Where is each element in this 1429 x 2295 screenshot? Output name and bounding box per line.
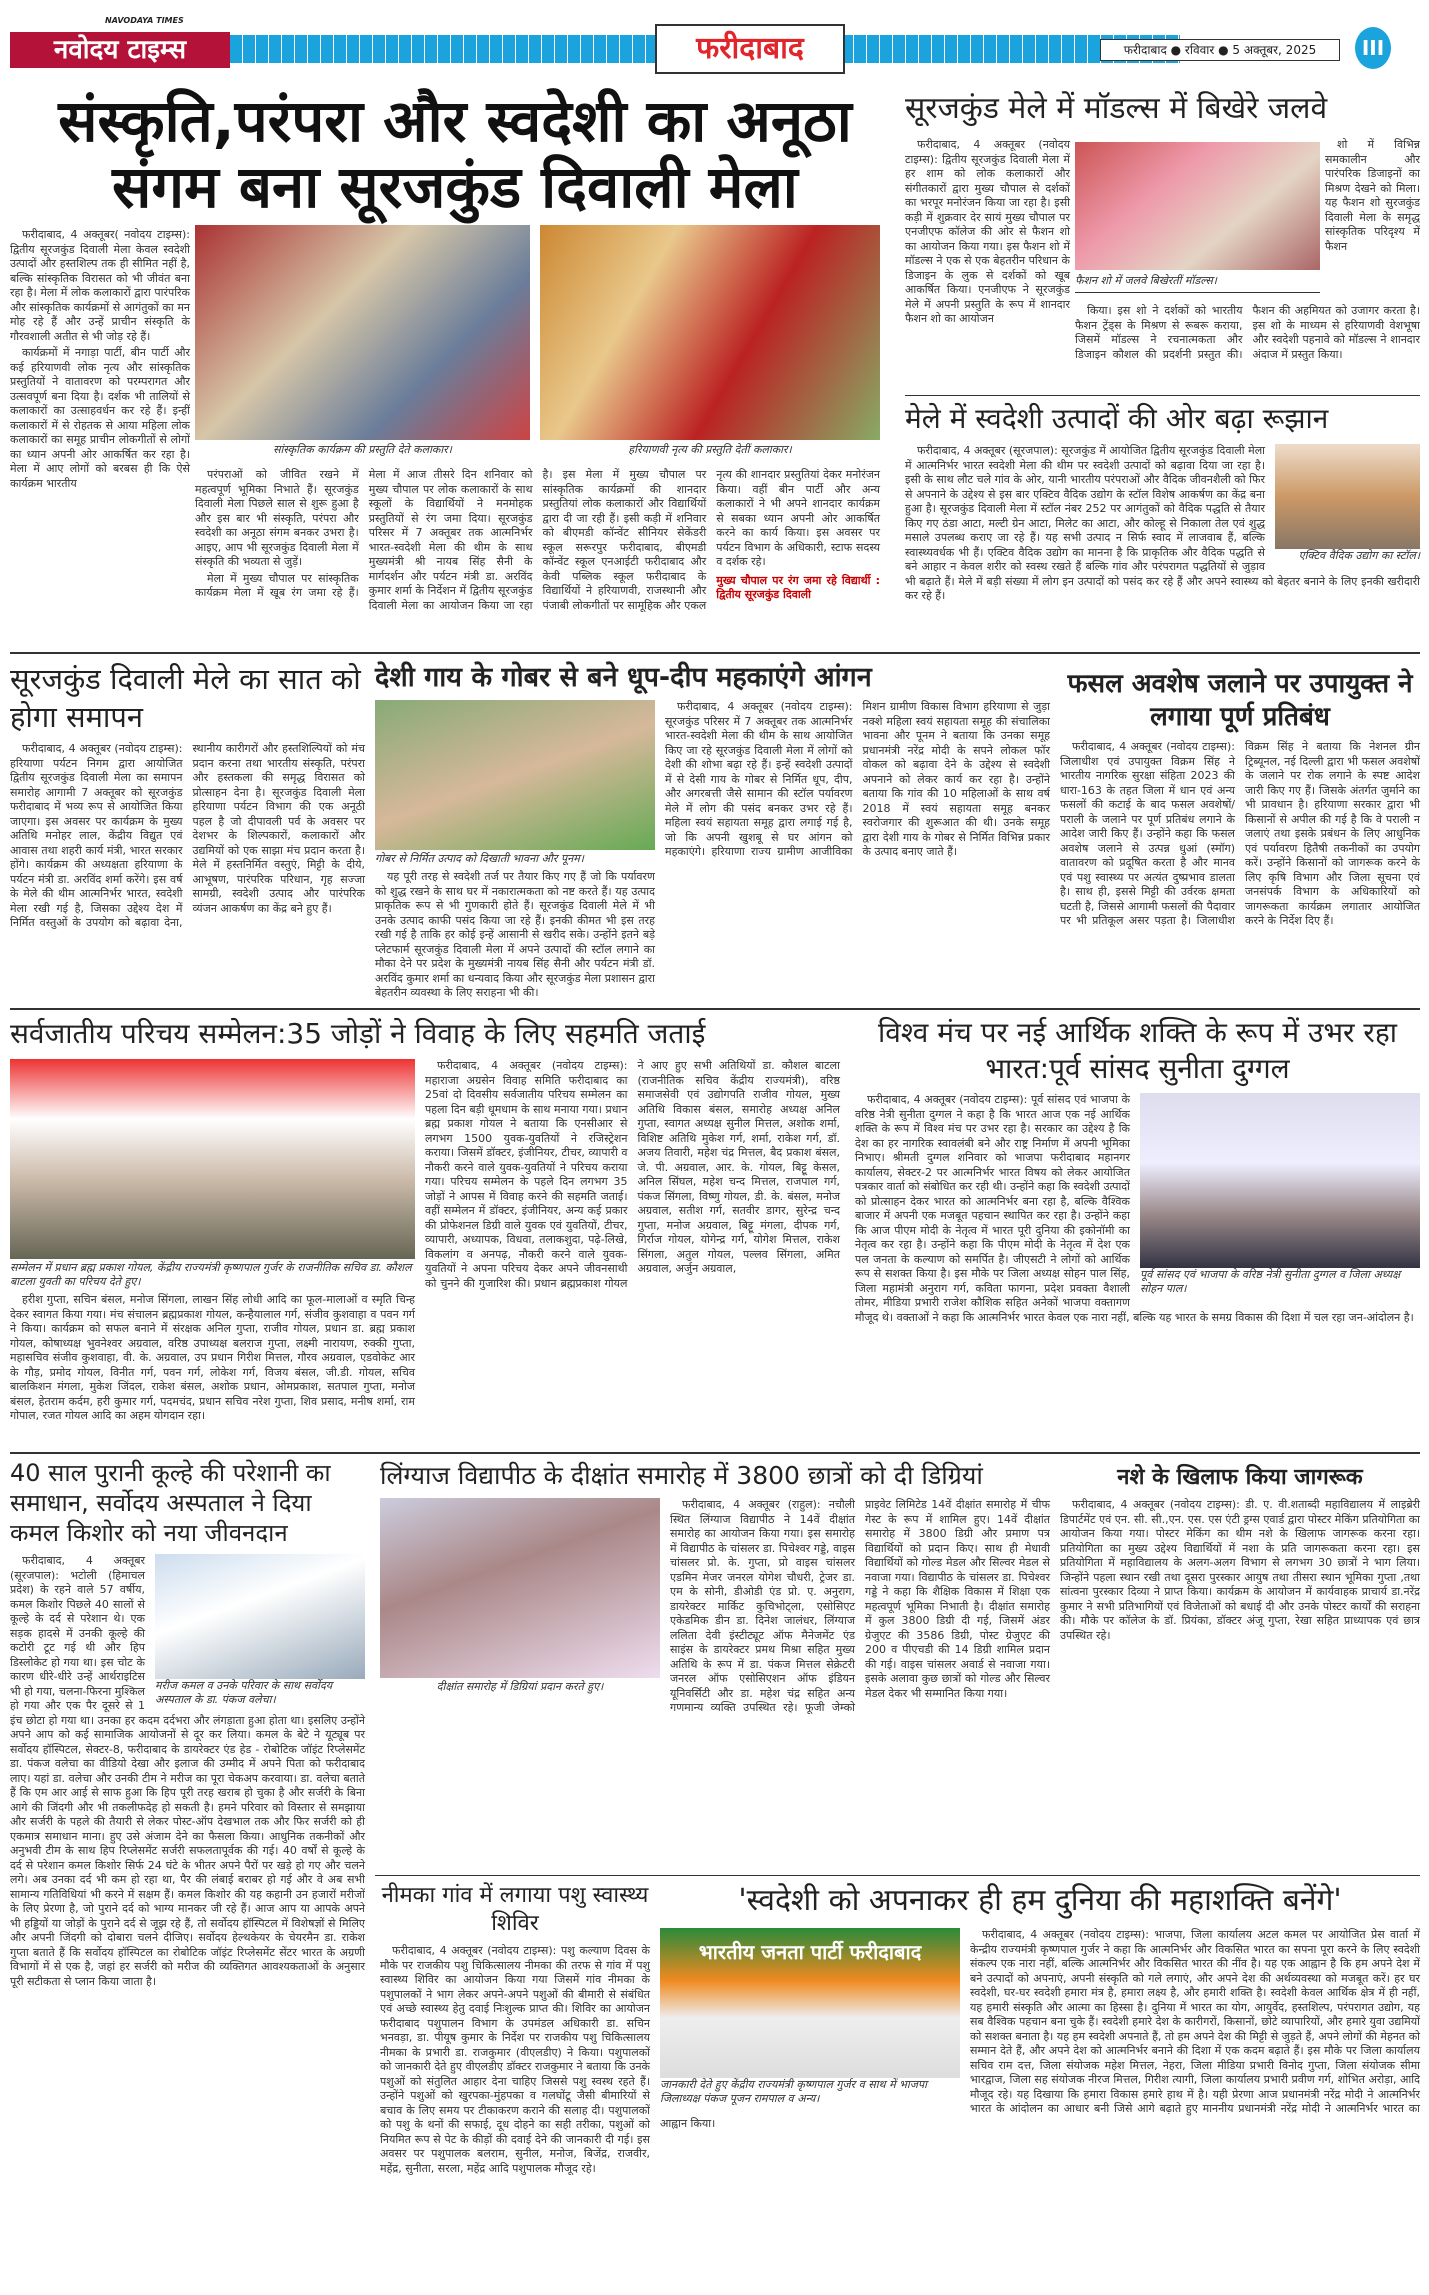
newspaper-logo: नवोदय टाइम्स: [10, 32, 230, 68]
parichay-caption: सम्मेलन में प्रधान ब्रह्म प्रकाश गोयल, केंद्रीय राज्यमंत्री कृष्णपाल गुर्जर के राजनीतिक सचिव डा. कौशल बाटला युवती का परिचय देते हुए।: [10, 1261, 412, 1288]
samapan-headline: सूरजकुंड दिवाली मेले का सात को होगा समापन: [10, 662, 361, 734]
apnakar-headline: 'स्वदेशी को अपनाकर ही हम दुनिया की महाशक्ति बनेंगे': [738, 1883, 1342, 1918]
models-photo: [1075, 142, 1320, 270]
gobar-headline: देशी गाय के गोबर से बने धूप-दीप महकाएंगे आंगन: [375, 662, 872, 693]
divider: [905, 395, 1420, 396]
models-headline: सूरजकुंड मेले में मॉडल्स में बिखेरे जलवे: [905, 91, 1328, 126]
vishwa-photo: [1140, 1093, 1420, 1268]
parichay-body-1: फरीदाबाद, 4 अक्तूबर (नवोदय टाइम्स): महाराजा अग्रसेन विवाह समिति फरीदाबाद का 25वां दो दिवसीय सर्वजातीय परिचय सम्मेलन का पहला दिन बड़ी धूमधाम के साथ मनाया गया। प्रधान ब्रह्म प्रकाश गोयल ने बताया कि एनसीआर से लगभग 1500 युवक-युवतियों ने रजिस्ट्रेशन कराया। जिसमें डॉक्टर, इंजीनियर, टीचर, व्यापारी व नौकरी करने वाले युवक-युवतियों ने परिचय कराया गया। परिचय सम्मेलन के पहले दिन लगभग 35 जोड़ों ने आपस में विवाह करने की सहमति जताई। वहीं सम्मेलन में डॉक्टर, इंजीनियर, अन्य कई प्रकार की प्रोफेशनल डिग्री वाले युवक एवं युवतियों, टीचर, व्यापारी, अध्यापक, विधवा, तलाकशुदा, पढ़े-लिखे, विकलांग व अनपढ़, नौकरी करने वाले युवक-युवतियों ने अपना परिचय देकर अपने जीवनसाथी को चुनने की गुजारिश की। प्रधान ब्रह्मप्रकाश गोयल ने आए हुए सभी अतिथियों डा. कौशल बाटला (राजनीतिक सचिव केंद्रीय राज्यमंत्री), वरिष्ठ समाजसेवी एवं उद्योगपति राजीव गोयल, मुख्य अतिथि विकास बंसल, समारोह अध्यक्ष अनिल गुप्ता, स्वागत अध्यक्ष सुनील मित्तल, अशोक शर्मा, विशिष्ट अतिथि मुकेश गर्ग, शर्मा, राकेश गर्ग, डॉ. अजय तिवारी, महेश चंद्र मित्तल, बैद प्रकाश बंसल, जे. पी. अग्रवाल, आर. के. गोयल, बिट्टू केसल, अनिल सिंघल, महेश चन्द मित्तल, राजपाल गर्ग, पंकज सिंगला, विष्णु गोयल, डी. के. बंसल, मनोज अग्रवाल, सतीश गर्ग, सतवीर डागर, सुरेन्द्र चन्द गुप्ता, मनोज अग्रवाल, बिट्टू मंगला, दीपक गर्ग, गिर्राज गोयल, योगेन्द्र गर्ग, योगेश मित्तल, राकेश सिंगला, अतुल गोयल, पल्लव सिंगला, अमित अग्रवाल, अर्जुन अग्रवाल,: [425, 1059, 840, 1290]
nasha-headline: नशे के खिलाफ किया जागरूक: [1117, 1465, 1363, 1490]
apnakar-figure: [660, 1928, 960, 2106]
city-edition-label: फरीदाबाद: [655, 24, 845, 74]
parichay-left-column: [10, 1059, 415, 1426]
divider: [10, 652, 1420, 654]
lead-body-left: फरीदाबाद, 4 अक्तूबर( नवोदय टाइम्स): द्वितीय सूरजकुंड दिवाली मेला केवल स्वदेशी उत्पादों और हस्तशिल्प तक ही सीमित नहीं है, बल्कि सांस्कृतिक विरासत को भी जीवंत बना रहा है। मेला में लोक कलाकारों द्वारा पारंपरिक और सांस्कृतिक कार्यक्रमों से आगंतुकों का मन मोह रहे हैं और उन्हें प्राचीन संस्कृति के गौरवशाली अतीत से भी जोड़ रहे हैं। कार्यक्रमों में नगाड़ा पार्टी, बीन पार्टी और कई हरियाणवी लोक नृत्य और सांस्कृतिक प्रस्तुतियों ने वातावरण को परम्परागत और उत्सवपूर्ण बना दिया है। दर्शक भी तालियों से कलाकारों का उत्साहवर्धन कर रहे हैं। इन्हीं कलाकारों में से रोहतक से आया महिला लोक कलाकारों का समूह प्राचीन लोकगीतों से लोगों का ध्यान अपनी ओर आकर्षित कर रहा है। मेला में आए लोगों को बरबस ही कि ऐसे कार्यक्रम भारतीय: [10, 228, 190, 490]
lead-photo-2: [540, 225, 880, 440]
bjp-banner-text: भारतीय जनता पार्टी फरीदाबाद: [698, 1940, 922, 1964]
models-caption: फैशन शो में जलवे बिखेरतीं मॉडल्स।: [1075, 274, 1320, 293]
vishwa-body: फरीदाबाद, 4 अक्तूबर (नवोदय टाइम्स): पूर्व सांसद एवं भाजपा के वरिष्ठ नेत्री सुनीता दुग्गल ने कहा है कि भारत आज एक नई आर्थिक शक्ति के रूप में विश्व मंच पर उभर रहा है। सरकार का उद्देश्य है कि देश का हर नागरिक स्वावलंबी बने और राष्ट्र निर्माण में अपनी भूमिका निभाए। श्रीमती दुग्गल शनिवार को भाजपा फरीदाबाद महानगर कार्यालय, सेक्टर-2 पर आत्मनिर्भर भारत विषय को लेकर आयोजित पत्रकार वार्ता को संबोधित कर रही थी। उन्होंने कहा कि स्वदेशी उत्पादों को प्रोत्साहन देकर भारत को आत्मनिर्भर बना रहा है, बल्कि वैश्विक बाजार में अपनी एक मजबूत पहचान स्थापित कर रहा है। उन्होंने कहा कि आज पीएम मोदी के नेतृत्व में भारत पूरी दुनिया की इकोनॉमी का नेतृत्व कर रहा है। उन्होंने कहा कि पीएम मोदी के नेतृत्व में देश एक पल जनता के कल्याण को समर्पित है। जीएसटी ने लोगों को आर्थिक रूप से सशक्त किया है। इस मौके पर जिला अध्यक्ष सोहन पाल सिंह, जिला महामंत्री अनुराग गर्ग, कविता फागना, प्रदेश प्रवक्ता वैशाली तोमर, मीडिया प्रभारी राजेश कौशिक सहित अनेकों भाजपा वक्तागण मौजूद थे। वक्ताओं ने कहा कि आत्मनिर्भर भारत केवल एक नारा नहीं, बल्कि यह भारत के समग्र विकास की दिशा में चल रहा जन-आंदोलन है।: [855, 1093, 1414, 1324]
samapan-story: [10, 660, 365, 931]
models-body-left: फरीदाबाद, 4 अक्तूबर (नवोदय टाइम्स): द्वितीय सूरजकुंड दिवाली मेला में हर शाम को लोक कलाकारों और संगीतकारों द्वारा मुख्य चौपाल से दर्शकों का भरपूर मनोरंजन किया जा रहा है। इसी कड़ी में शुक्रवार देर सायं मुख्य चौपाल पर एनजीएफ कॉलेज की ओर से फैशन शो का आयोजन किया गया। इस फैशन शो में मॉडल्स ने एक से एक बेहतरीन परिधान के डिजाइन के लुक से दर्शकों को खूब आकर्षित किया। एनजीएफ ने सूरजकुंड मेले में अपनी प्रस्तुति के रूप में शानदार फैशन शो का आयोजन: [905, 138, 1070, 325]
apnakar-body: फरीदाबाद, 4 अक्तूबर (नवोदय टाइम्स): भाजपा, जिला कार्यालय अटल कमल पर आयोजित प्रेस वार्ता में केन्द्रीय राज्यमंत्री कृष्णपाल गुर्जर ने कहा कि आत्मनिर्भर और विकसित भारत का सपना पूरा करने के लिए स्वदेशी संकल्प एक नारा नहीं, बल्कि आत्मनिर्भर और विकसित भारत की नींव है। यह एक आह्वान है कि हम अपने देश में बने उत्पादों को अपनाएं, अपनी संस्कृति को गले लगाएं, और अपने देश की अर्थव्यवस्था को मजबूत करें। हर घर स्वदेशी, घर-घर स्वदेशी हमारा मंत्र है, हमारा लक्ष्य है, और हमारी शक्ति है। स्वदेशी केवल आर्थिक क्षेत्र में ही नहीं, यह हमारी संस्कृति और आत्मा का हिस्सा है। दुनिया में भारत का योग, आयुर्वेद, हस्तशिल्प, परंपरागत उद्योग, यह सब वैश्विक पहचान बना चुके हैं। स्वदेशी हमारे देश के कारीगरों, किसानों, छोटे व्यापारियों, और हमारे युवा उद्यमियों को सशक्त बनाता है। यह हम स्वदेशी अपनाते हैं, तो हम अपने देश की मिट्टी से जुड़ते हैं, अपने लोगों की मेहनत को सम्मान देते हैं, और अपने देश को आत्मनिर्भर बनाने की दिशा में एक कदम बढ़ाते हैं। इस मौके पर जिला कार्यालय सचिव राम दत्त, जिला संयोजक महेश मित्तल, नेहरा, जिला मीडिया प्रभारी विनोद गुप्ता, जिला संयोजक सीमा भारद्वाज, जिला सह संयोजक नीरज मित्तल, गिरीश त्यागी, जिला कार्यालय प्रभारी प्रवीण गर्ग, शोभित अरोड़ा, आदि मौजूद रहे। यह दिखाया कि हमारा विकास हमारे हाथ में है। यही प्रेरणा आज प्रधानमंत्री नरेंद्र मोदी ने आत्मनिर्भर भारत के आंदोलन का आधार बनी जिसे आगे बढ़ाते हुए माननीय प्रधानमंत्री नरेंद्र मोदी ने आत्मनिर्भर भारत का आह्वान किया।: [660, 1928, 1420, 2130]
nasha-story: [1060, 1462, 1420, 1645]
lingaya-photo: [380, 1498, 660, 1678]
nimka-headline: नीमका गांव में लगाया पशु स्वास्थ्य शिविर: [381, 1883, 649, 1936]
samapan-body: फरीदाबाद, 4 अक्तूबर (नवोदय टाइम्स): हरियाणा पर्यटन निगम द्वारा आयोजित द्वितीय सूरजकुंड दिवाली मेला का समापन समारोह आगामी 7 अक्तूबर को सूरजकुंड फरीदाबाद में भव्य रूप से आयोजित किया जाएगा। इस अवसर पर कार्यक्रम के मुख्य अतिथि मनोहर लाल, केंद्रीय विद्युत एवं आवास तथा शहरी कार्य मंत्री, भारत सरकार होंगे। कार्यक्रम की अध्यक्षता हरियाणा के पर्यटन मंत्री डा. अरविंद शर्मा करेंगे। इस वर्ष के मेले की थीम आत्मनिर्भर भारत, स्वदेशी मेला रखी गई है, जिसका उद्देश्य देश में निर्मित वस्तुओं के उपयोग को बढ़ावा देना, स्थानीय कारीगरों और हस्तशिल्पियों को मंच प्रदान करना तथा भारतीय संस्कृति, परंपरा और हस्तकला की समृद्ध विरासत को प्रोत्साहन देना है। सूरजकुंड दिवाली मेला हरियाणा पर्यटन विभाग की एक अनूठी पहल है जो दीपावली पर्व के अवसर पर देशभर के शिल्पकारों, कलाकारों और उद्यमियों को एक साझा मंच प्रदान करता है। मेले में हस्तनिर्मित वस्तुएं, मिट्टी के दीये, आभूषण, पारंपरिक परिधान, गृह सज्जा सामग्री, स्वदेशी उत्पाद और पारंपरिक व्यंजन आकर्षण का केंद्र बने हुए हैं।: [10, 742, 365, 929]
lead-subhead: मुख्य चौपाल पर रंग जमा रहे विद्यार्थी : द्वितीय सूरजकुंड दिवाली: [716, 573, 880, 601]
nimka-body: फरीदाबाद, 4 अक्तूबर (नवोदय टाइम्स): पशु कल्याण दिवस के मौके पर राजकीय पशु चिकित्सालय नीमका की तरफ से गांव में पशु स्वास्थ्य शिविर का आयोजन किया गया जिसमें गांव नीमका के पशुपालकों ने भाग लेकर अपने-अपने पशुओं की बीमारी से संबंधित एवं अच्छे स्वास्थ्य हेतु दवाई निःशुल्क प्राप्त की। शिविर का आयोजन फरीदाबाद पशुपालन विभाग के उपमंडल अधिकारी डा. सचिन भनवड़ा, डा. पीयूष कुमार के निर्देश पर राजकीय पशु चिकित्सालय नीमका के प्रभारी डा. राजकुमार (वीएलडीए) ने किया। पशुपालकों को जानकारी देते हुए वीएलडीए डॉक्टर राजकुमार ने बताया कि उनके पशुओं को संतुलित आहार देना चाहिए जिससे पशु स्वस्थ रहते हैं। उन्होंने पशुओं को खुरपका-मुंहपका व गलघोंटू जैसी बीमारियों से बचाव के लिए समय पर टीकाकरण कराने की सलाह दी। पशुपालकों को पशु के थनों की सफाई, दूध दोहने का सही तरीका, पशुओं को नियमित रूप से पेट के कीड़ों की दवाई देने की जानकारी दी गई। इस अवसर पर पशुपालक बलराम, सुनील, मनोज, बिजेंद्र, राजवीर, महेंद्र, सुनीता, सरला, महेंद्र आदि पशुपालक मौजूद रहे।: [380, 1944, 650, 2175]
lead-headline: संस्कृति,परंपरा और स्वदेशी का अनूठा संगम बना सूरजकुंड दिवाली मेला: [58, 87, 852, 221]
lead-caption-2: हरियाणवी नृत्य की प्रस्तुति देतीं कलाकार।: [628, 443, 792, 456]
gobar-body-2: यह पूरी तरह से स्वदेशी तर्ज पर तैयार किए गए हैं जो कि पर्यावरण को शुद्ध रखने के साथ घर में नकारात्मकता को नष्ट करते हैं। यह उत्पाद प्राकृतिक रूप से भी गुणकारी होते हैं। सूरजकुंड दिवाली मेले में भी उनके उत्पाद काफी पसंद किया जा रहे हैं। इनकी कीमत भी इस तरह रखी गई है ताकि हर कोई इन्हें आसानी से खरीद सके। उन्होंने इतने बड़े प्लेटफार्म सूरजकुंड दिवाली मेला में अपने उत्पादों की स्टॉल लगाने का मौका देने पर प्रदेश के मुख्यमंत्री नायब सिंह सैनी और पर्यटन मंत्री डॉ. अरविंद कुमार शर्मा का धन्यवाद किया और सूरजकुंड मेला प्रशासन द्वारा बेहतरीन व्यवस्था के लिए सराहना भी की।: [375, 870, 655, 999]
lead-figure-2: [540, 225, 880, 457]
vishwa-story: [855, 1015, 1420, 1327]
lead-caption-1: सांस्कृतिक कार्यक्रम की प्रस्तुति देते कलाकार।: [273, 443, 452, 456]
swadeshi-story: [905, 400, 1420, 606]
kidney-body: फरीदाबाद, 4 अक्तूबर (सूरजपाल): भटोली (हिमाचल प्रदेश) के रहने वाले 57 वर्षीय, कमल किशोर पिछले 40 सालों से कूल्हे के दर्द से परेशान थे। एक सड़क हादसे में उनकी कूल्हे की कटोरी टूट गई थी और हिप डिस्लोकेट हो गया था। इस चोट के कारण धीरे-धीरे उन्हें आर्थराइटिस भी हो गया, चलना-फिरना मुश्किल हो गया और एक पैर दूसरे से 1 इंच छोटा हो गया था। उनका हर कदम दर्दभरा और लंगड़ाता हुआ होता था। इसलिए उन्होंने अपने आप को कई सामाजिक आयोजनों से दूर कर लिया। कमल के बेटे ने यूट्यूब पर सर्वोदय हॉस्पिटल, सेक्टर-8, फरीदाबाद के डायरेक्टर एंड हेड - रोबोटिक जॉइंट रिप्लेसमेंट डा. पंकज वलेचा का वीडियो देखा और इलाज की उम्मीद में अपने पिता को फरीदाबाद लाए। यहां डा. वलेचा और उनकी टीम ने मरीज का पूरा चेकअप करवाया। डा. वलेचा बताते हैं कि एम आर आई से साफ हुआ कि हिप पूरी तरह खराब हो चुका है और सर्जरी के बिना आगे की जिंदगी और भी तकलीफदेह हो सकती है। हमने परिवार को विस्तार से समझाया और सर्जरी के पहले की तैयारी से लेकर पोस्ट-ऑप देखभाल तक और फिर सर्जरी को ही एकमात्र समाधान माना। हुए उसे अंजाम देने का फैसला किया। आधुनिक तकनीकों और अनुभवी टीम के साथ हिप रिप्लेसमेंट सर्जरी सफलतापूर्वक की गई। 40 वर्षों से कूल्हे के दर्द से परेशान कमल किशोर सिर्फ 24 घंटे के भीतर अपने पैरों पर खड़े हो गए और चलने लगे। अब उनका दर्द भी कम हो रहा था, पैर की लंबाई बराबर हो गई और वे अब सभी सामान्य गतिविधियां भी करने में सक्षम हैं। कमल किशोर की यह कहानी उन हजारों मरीजों के लिए प्रेरणा है, जो पुराने दर्द को भाग्य मानकर जी रहे हैं। आज आप या आपके अपने भी हड्डियों या जोड़ों के पुराने दर्द से जूझ रहे हैं, तो सर्वोदय हॉस्पिटल में विशेषज्ञों से मिलिए और अपनी जिंदगी को दोबारा चलने दीजिए। सर्वोदय हेल्थकेयर के चेयरमैन डा. राकेश गुप्ता बताते हैं कि सर्वोदय हॉस्पिटल का रोबोटिक जॉइंट रिप्लेसमेंट सेंटर भारत के अग्रणी विभागों में से एक है, जहां हर सर्जरी को मरीज की व्यक्तिगत आवश्यकताओं के अनुसार पूरी सटीकता से प्लान किया जाता है।: [10, 1554, 365, 1988]
kidney-story: [10, 1458, 365, 1991]
swadeshi-figure: [1275, 444, 1420, 563]
nimka-story: [380, 1882, 650, 2178]
parichay-photo: [10, 1059, 415, 1259]
kidney-photo: [155, 1554, 365, 1679]
lingaya-story: [380, 1460, 1050, 1716]
parichay-story: [10, 1015, 840, 1426]
gobar-body-1: फरीदाबाद, 4 अक्तूबर (नवोदय टाइम्स): सूरजकुंड परिसर में 7 अक्तूबर तक आत्मनिर्भर भारत-स्वदेशी मेला की थीम के साथ आयोजित किए जा रहे सूरजकुंड दिवाली मेला में लोगों को देशी की शोभा बढ़ा रहे हैं। इन्हें स्वदेशी उत्पादों में से देसी गाय के गोबर से निर्मित धूप, दीप, और अगरबत्ती जैसे सामान की स्टॉल पर्यावरण मेले में लोग की पसंद बनकर उभर रहे हैं। महिला स्वयं सहायता समूह द्वारा लगाई गई है, जो कि अपनी खुशबू से घर आंगन को महकाएंगे। हरियाणा राज्य ग्रामीण आजीविका मिशन ग्रामीण विकास विभाग हरियाणा से जुड़ा नक्शे महिला स्वयं सहायता समूह की संचालिका भावना और पूनम ने बताया कि उनका समूह प्रधानमंत्री नरेंद्र मोदी के सपने लोकल फॉर वोकल को बढ़ावा देने के उद्देश्य से स्वदेशी अपनाने को लेकर कार्य कर रहा है। उन्होंने बताया कि गांव की 10 महिलाओं के साथ वर्ष 2018 में स्वयं सहायता समूह बनकर स्वरोजगार की शुरूआत की थी। उनके समूह द्वारा देशी गाय के गोबर से निर्मित विभिन्न प्रकार के उत्पाद बनाए जाते हैं।: [665, 700, 1050, 858]
lingaya-caption: दीक्षांत समारोह में डिग्रियां प्रदान करते हुए।: [436, 1680, 604, 1693]
kidney-headline: 40 साल पुरानी कूल्हे की परेशानी का समाधान, सर्वोदय अस्पताल ने दिया कमल किशोर को नया जीवनदान: [10, 1459, 331, 1547]
swadeshi-headline: मेले में स्वदेशी उत्पादों की ओर बढ़ा रूझान: [905, 402, 1329, 435]
kidney-figure: [155, 1554, 365, 1707]
nasha-body: फरीदाबाद, 4 अक्तूबर (नवोदय टाइम्स): डी. ए. वी.शताब्दी महाविद्यालय में लाइब्रेरी डिपार्टमेंट एवं एन. सी. सी.,एन. एस. एस एंटी ड्रग्स एवार्ड द्वारा पोस्टर मेकिंग प्रतियोगिता का आयोजन किया गया। पोस्टर मेकिंग का थीम नशे के खिलाफ जागरूक करना रहा। प्रतियोगिता का मुख्य उद्देश्य विद्यार्थियों में नशा के प्रति जागरूकता करना रहा। इस प्रतियोगिता में महाविद्यालय के अलग-अलग विभाग से लगभग 30 छात्रों ने भाग लिया। जिन्होंने पहला स्थान रखी तथा दूसरा पुरस्कार आयुष तथा तीसरा स्थान भूमिका गुप्ता ,तथा सांत्वना पुरस्कार दिव्या ने प्राप्त किया। कार्यक्रम के आयोजन में कार्यवाहक प्राचार्य डा.नरेंद्र कुमार ने सभी प्रतिभागियों एवं विजेताओं को बधाई दी और उनके पोस्टर कार्यों की सराहना की। मौके पर कॉलेज के डॉ. प्रियंका, डॉक्टर अंजू गुप्ता, रेखा सहित प्राध्यापक एवं छात्र उपस्थित रहे।: [1060, 1498, 1420, 1642]
parali-story: [1060, 668, 1420, 930]
apnakar-photo: [660, 1928, 960, 2078]
divider: [375, 1875, 1420, 1876]
gobar-story: [375, 662, 1050, 1003]
lead-figure-1: [195, 225, 530, 457]
lingaya-figure: [380, 1498, 660, 1694]
swadeshi-photo: [1275, 444, 1420, 549]
kidney-caption: मरीज कमल व उनके परिवार के साथ सर्वोदय अस्पताल के डा. पंकज वलेचा।: [155, 1679, 333, 1706]
brand-english: NAVODAYA TIMES: [105, 16, 184, 25]
divider: [10, 1452, 1420, 1454]
apnakar-caption: जानकारी देते हुए केंद्रीय राज्यमंत्री कृष्णपाल गुर्जर व साथ में भाजपा जिलाध्यक्ष पंकज पूजन रामपाल व अन्य।: [660, 2078, 927, 2105]
swadeshi-body: फरीदाबाद, 4 अक्तूबर (सूरजपाल): सूरजकुंड में आयोजित द्वितीय सूरजकुंड दिवाली मेला में आत्मनिर्भर भारत स्वदेशी मेला की थीम पर स्वदेशी उत्पादों को बढ़ावा दिया जा रहा है। इसी के साथ लौट चले गांव के ओर, यानी भारतीय परंपराओं और वैदिक जीवनशैली को फिर से अपनाने के उद्देश्य से इस बार एक्टिव वैदिक उद्योग के स्टॉल विशेष आकर्षण का केंद्र बना हुआ है। सूरजकुंड दिवाली मेला में स्टॉल नंबर 252 पर आगंतुकों को वैदिक पद्धति से तैयार किए गए ठंडा आटा, मल्टी ग्रेन आटा, मिलेट का आटा, और कोल्हू से निकाला तेल एवं शुद्ध मसाले उपलब्ध कराए जा रहे हैं। यह सभी उत्पाद न सिर्फ स्वाद में लाजवाब हैं, बल्कि स्वास्थ्यवर्धक भी हैं। एक्टिव वैदिक उद्योग का मानना है कि प्राकृतिक और वैदिक पद्धति से बने आहार न केवल शरीर को स्वस्थ रखते हैं बल्कि गांव और परंपरागत पद्धतियों से जुड़ाव भी बढ़ाते हैं। मेले में बड़ी संख्या में लोग इन उत्पादों को पसंद कर रहे हैं और अपने स्वास्थ्य को बेहतर बनाने के लिए इनकी खरीदारी कर रहे हैं।: [905, 444, 1420, 602]
vishwa-headline: विश्व मंच पर नई आर्थिक शक्ति के रूप में उभर रहा भारत:पूर्व सांसद सुनीता दुग्गल: [878, 1016, 1397, 1085]
lead-photo-1: [195, 225, 530, 440]
vishwa-caption: पूर्व सांसद एवं भाजपा के वरिष्ठ नेत्री सुनीता दुग्गल व जिला अध्यक्ष सोहन पाल।: [1140, 1268, 1401, 1295]
parichay-headline: सर्वजातीय परिचय सम्मेलन:35 जोड़ों ने विवाह के लिए सहमति जताई: [10, 1017, 706, 1050]
vishwa-figure: [1140, 1093, 1420, 1296]
parichay-body-2: हरीश गुप्ता, सचिन बंसल, मनोज सिंगला, लाखन सिंह लोधी आदि का फूल-मालाओं व स्मृति चिन्ह देकर स्वागत किया गया। मंच संचालन ब्रह्मप्रकाश गोयल, कन्हैयालाल गर्ग, संजीव कुशवाहा व पवन गर्ग ने किया। कार्यक्रम को सफल बनाने में संरक्षक अनिल गुप्ता, राजीव गोयल, प्रधान डा. ब्रह्म प्रकाश गोयल, कोषाध्यक्ष भुवनेश्वर अग्रवाल, वरिष्ठ उपाध्यक्ष बलराज गुप्ता, लक्ष्मी नारायण, रुक्की गुप्ता, महासचिव संजीव कुशवाहा, वी. के. अग्रवाल, उप प्रधान गिरीश मित्तल, गौरव अग्रवाल, एडवोकेट आर के गौड़, प्रमोद गोयल, विनीत गर्ग, पवन गर्ग, लोकेश गर्ग, विजय बंसल, जी.डी. गोयल, सचिव बालकिशन मंगला, मुकेश जिंदल, राकेश बंसल, अशोक प्रधान, ओमप्रकाश, सतपाल गुप्ता, मनोज बंसल, हेतराम कर्दम, हरी कुमार गर्ग, पदमचंद, प्रधान सचिव नरेश गुप्ता, शिव प्रसाद, मनीष शर्मा, राम गोपाल, रजत गोयल आदि का अहम योगदान रहा।: [10, 1293, 415, 1422]
models-body-bottom: किया। इस शो ने दर्शकों को भारतीय फैशन ट्रेंड्स के मिश्रण से रूबरू कराया, जिसमें मॉडल्स ने रचनात्मकता और डिजाइन कौशल की प्रदर्शनी प्रस्तुत की। फैशन की अहमियत को उजागर करता है। इस शो के माध्यम से हरियाणवी वेशभूषा और स्वदेशी पहनावे को मॉडल्स ने शानदार अंदाज में प्रस्तुत किया।: [1075, 304, 1420, 361]
lead-body-bottom: परंपराओं को जीवित रखने में महत्वपूर्ण भूमिका निभाते हैं। सूरजकुंड दिवाली मेला पिछले साल से शुरू हुआ है और इस बार भी संस्कृति, परंपरा और स्वदेशी का अनूठा संगम बनकर उभरा है। आइए, आप भी सूरजकुंड दिवाली मेला में संस्कृति की भव्यता से जुड़ें। मेला में मुख्य चौपाल पर सांस्कृतिक कार्यक्रम मेला में खूब रंग जमा रहे हैं। मेला में आज तीसरे दिन शनिवार को मुख्य चौपाल पर लोक कलाकारों के साथ स्कूलों के विद्यार्थियों ने मनमोहक प्रस्तुतियों से रंग जमा दिया। सूरजकुंड परिसर में 7 अक्तूबर तक आत्मनिर्भर भारत-स्वदेशी मेला की थीम के साथ मुख्यमंत्री श्री नायब सिंह सैनी के मार्गदर्शन और पर्यटन मंत्री डा. अरविंद कुमार शर्मा के निर्देशन में द्वितीय सूरजकुंड दिवाली मेला का आयोजन किया जा रहा है। इस मेला में मुख्य चौपाल पर सांस्कृतिक कार्यक्रमों की शानदार प्रस्तुतियां लोक कलाकारों और विद्यार्थियों द्वारा दी जा रही हैं। इसी कड़ी में शनिवार को बीएमडी कॉन्वेंट सीनियर सेकेंडरी स्कूल सरूरपुर फरीदाबाद, बीएमडी कॉन्वेंट स्कूल एनआईटी फरीदाबाद और केवी पब्लिक स्कूल फरीदाबाद के विद्यार्थियों ने हरियाणवी, राजस्थानी और पंजाबी लोकगीतों पर सामूहिक और एकल नृत्य की शानदार प्रस्तुतियां देकर मनोरंजन किया। वहीं बीन पार्टी और अन्य कलाकारों ने भी अपने शानदार कार्यक्रम से सबका ध्यान अपनी ओर आकर्षित करने का कार्य किया। इस अवसर पर पर्यटन विभाग के अधिकारी, स्टाफ सदस्य व दर्शक रहे। मुख्य चौपाल पर रंग जमा रहे विद्यार्थी : द्वितीय सूरजकुंड दिवाली: [195, 468, 880, 612]
gobar-caption: गोबर से निर्मित उत्पाद को दिखाती भावना और पूनम।: [375, 852, 584, 865]
lingaya-body: फरीदाबाद, 4 अक्तूबर (राहुल): नचौली स्थित लिंग्याज विद्यापीठ ने 14वें दीक्षांत समारोह का आयोजन किया गया। इस समारोह में विद्यापीठ के चांसलर डा. पिचेश्वर गड्डे, वाइस चांसलर प्रो. के. गुप्ता, प्रो वाइस चांसलर एडमिन मेजर जनरल योगेश चौधरी, ट्रेजर डा. एम के सोनी, डीओडी एंड प्रो. ए. अनुराग, डायरेक्टर मार्किट कुचिभोट्ला, एसोसिएट एकेडमिक डीन डा. दिनेश जालंधर, लिंग्याज ललिता देवी इंस्टीट्यूट ऑफ मैनेजमेंट एंड साइंस के डायरेक्टर प्रमथ मिश्रा सहित मुख्य अतिथि के रूप में डा. पंकज मित्तल सेक्रेटरी जनरल ऑफ एसोसिएशन ऑफ इंडियन यूनिवर्सिटी और डा. महेश चंद्र सहित अन्य गणमान्य व्यक्ति उपस्थित रहे। फूजी जेम्को प्राइवेट लिमिटेड 14वें दीक्षांत समारोह में चीफ गेस्ट के रूप में शामिल हुए। 14वें दीक्षांत समारोह में 3800 डिग्री और प्रमाण पत्र विद्यार्थियों को प्रदान किए। साथ ही मेधावी विद्यार्थियों को गोल्ड मेडल और सिल्वर मेडल से नवाजा गया। विद्यापीठ के चांसलर डा. पिचेश्वर गड्डे ने कहा कि शैक्षिक विकास में शिक्षा एक महत्वपूर्ण भूमिका निभाती है। दीक्षांत समारोह में कुल 3800 डिग्री दी गई, जिसमें अंडर ग्रेजुएट की 3586 डिग्री, पोस्ट ग्रेजुएट की 200 व पीएचडी की 14 डिग्री शामिल प्रदान की गई। वाइस चांसलर अवार्ड से नवाजा गया। इसके अलावा कुछ छात्रों को गोल्ड और सिल्वर मेडल देकर भी सम्मानित किया गया।: [670, 1498, 1050, 1714]
apnakar-story: [660, 1882, 1420, 2133]
models-figure: [1075, 142, 1320, 293]
swadeshi-caption: एक्टिव वैदिक उद्योग का स्टॉल।: [1298, 549, 1420, 562]
gobar-left-column: [375, 700, 655, 1003]
page-number: III: [1355, 27, 1391, 69]
gobar-photo: [375, 700, 655, 850]
parali-body: फरीदाबाद, 4 अक्तूबर (नवोदय टाइम्स): जिलाधीश एवं उपायुक्त विक्रम सिंह ने भारतीय नागरिक सुरक्षा संहिता 2023 की धारा-163 के तहत जिला में धान एवं अन्य फसलों की कटाई के बाद फसल अवशेषों/पराली के जलाने पर पूर्ण प्रतिबंध लगाने के आदेश जारी किए हैं। उन्होंने कहा कि फसल अवशेष जलाने से उत्पन्न धुआं (स्मॉग) वातावरण को प्रदूषित करता है और मानव एवं पशु स्वास्थ्य पर अत्यंत दुष्प्रभाव डालता है। साथ ही, इससे मिट्टी की उर्वरक क्षमता घटती है, जिससे आगामी फसलों की पैदावार पर भी प्रतिकूल असर पड़ता है। जिलाधीश विक्रम सिंह ने बताया कि नेशनल ग्रीन ट्रिब्यूनल, नई दिल्ली द्वारा भी फसल अवशेषों के जलाने पर रोक लगाने के स्पष्ट आदेश जारी किए गए हैं। जिसके अंतर्गत जुर्माने का भी प्रावधान है। हरियाणा सरकार द्वारा भी किसानों से अपील की गई है कि वे पराली न जलाएं तथा इसके प्रबंधन के लिए आधुनिक एवं पर्यावरण हितैषी तकनीकों का उपयोग करें। उन्होंने किसानों को जागरूक करने के लिए कृषि विभाग और जिला सूचना एवं जनसंपर्क विभाग के अधिकारियों को जागरूकता कार्यक्रम लगातार आयोजित करने के निर्देश दिए हैं।: [1060, 740, 1420, 927]
lingaya-headline: लिंग्याज विद्यापीठ के दीक्षांत समारोह में 3800 छात्रों को दी डिग्रियां: [380, 1461, 983, 1490]
parali-headline: फसल अवशेष जलाने पर उपायुक्त ने लगाया पूर्ण प्रतिबंध: [1067, 669, 1413, 732]
models-body-right: शो में विभिन्न समकालीन और पारंपरिक डिजाइनों का मिश्रण देखने को मिला। यह फैशन शो सुरजकुंड दिवाली मेला के समृद्ध सांस्कृतिक परिदृश्य में फैशन: [1325, 138, 1420, 253]
dateline: फरीदाबाद ● रविवार ● 5 अक्तूबर, 2025: [1100, 39, 1340, 61]
divider: [10, 1008, 1420, 1010]
